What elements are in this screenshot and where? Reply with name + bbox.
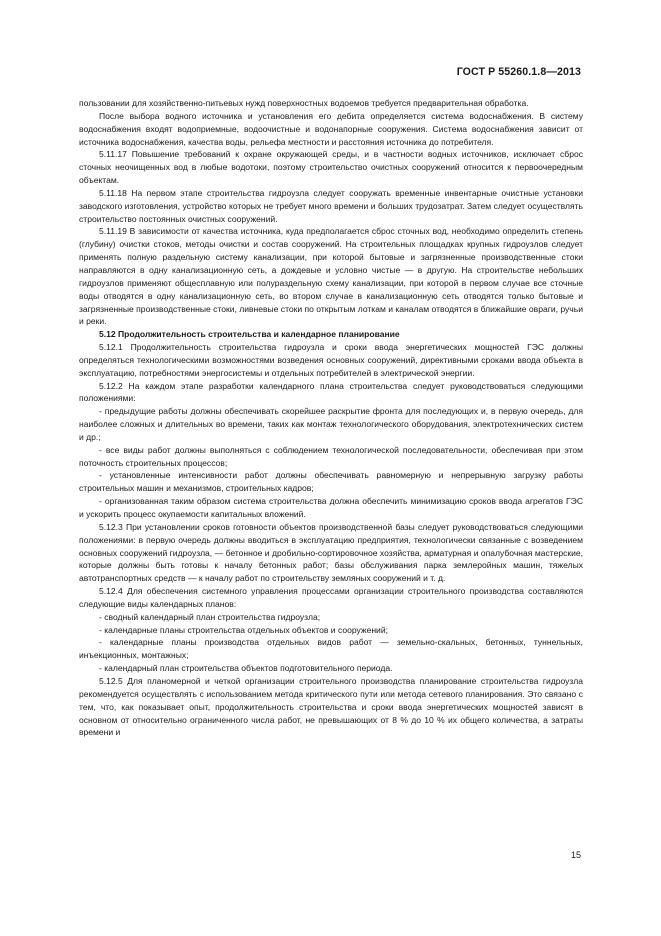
paragraph: 5.12.4 Для обеспечения системного управления процессами организации строительного производства составляются следующие виды календарных планов: <box>79 586 583 609</box>
page-number: 15 <box>570 850 581 860</box>
list-item: - организованная таким образом система строительства должна обеспечить минимизацию сроков ввода агрегатов ГЭС и ускорить процесс окупаемости капитальных вложений. <box>79 496 583 519</box>
list-item: - календарный план строительства объектов подготовительного периода. <box>99 663 393 674</box>
paragraph: 5.11.17 Повышение требований к охране окружающей среды, и в частности водных источников, исключает сброс сточных неочищенных вод в любые водотоки, поэтому строительство очистных сооружений относится к первоочередным объектам. <box>79 149 583 186</box>
paragraph: После выбора водного источника и установления его дебита определяется система водоснабжения. В систему водоснабжения входят водоприемные, водоочистные и водонапорные сооружения. Система водоснабжения зависит от источника водоснабжения, качества воды, рельефа местности и расстояния источника до потребителя. <box>79 110 583 147</box>
paragraph: 5.12.1 Продолжительность строительства гидроузла и сроки ввода энергетических мощностей ГЭС должны определяться технологическими возможностями возведения основных сооружений, директивными сроками ввода объекта в эксплуатацию, потребностями энергосистемы и отдельных потребителей в электрической энергии. <box>79 342 583 378</box>
paragraph: 5.12.5 Для планомерной и четкой организации строительного производства планирование строительства гидроузла рекомендуется осуществлять с использованием метода критического пути или метода сетевого планирования. Это связано с тем, что, как показывает опыт, продолжительность строительства и сроки ввода энергетических мощностей зависят в основном от относительно ограниченного числа работ, не превышающих от 8 % до 10 % их общего количества, а затраты времени и <box>79 675 583 738</box>
list-item: - календарные планы строительства отдельных объектов и сооружений; <box>99 624 388 635</box>
paragraph: пользовании для хозяйственно-питьевых нужд поверхностных водоемов требуется предварительная обработка. <box>79 98 529 108</box>
paragraph: 5.11.18 На первом этапе строительства гидроузла следует сооружать временные инвентарные очистные установки заводского изготовления, устройство которых не требует много времени и больших трудозатрат. Затем следует осуществлять строительство постоянных очистных сооружений. <box>79 187 583 224</box>
list-item: - календарные планы производства отдельных видов работ — земельно-скальных, бетонных, туннельных, инъекционных, монтажных; <box>79 637 583 661</box>
document-body <box>79 97 583 739</box>
paragraph: 5.11.19 В зависимости от качества источника, куда предполагается сброс сточных вод, необходимо определить степень (глубину) очистки стоков, методы очистки и состав сооружений. На строительных площадках крупных гидроузлов следует применять полную раздельную систему канализации, при которой бытовые и загрязненные производственные стоки направляются в одну канализационную сеть, а дождевые и условно чистые — в другую. На строительстве небольших гидроузлов применяют общесплавную или полураздельную схему канализации, при которой в первом случае все сточные воды отводятся в одну канализационную сеть, во втором случае в канализационную сеть отводятся только бытовые и загрязненные производственные стоки, ливневые стоки по открытым лоткам и каналам отводятся в ближайшие овраги, ручьи и реки. <box>79 226 583 327</box>
list-item: - сводный календарный план строительства гидроузла; <box>99 611 321 622</box>
list-item: - предыдущие работы должны обеспечивать скорейшее раскрытие фронта для последующих и, в первую очередь, для наиболее сложных и длительных во времени, таких как монтаж технологического оборудования, электротехнических систем и др.; <box>79 406 583 442</box>
list-item: - установленные интенсивности работ должны обеспечивать равномерную и непрерывную загрузку работы строительных машин и механизмов, строительных кадров; <box>79 470 583 494</box>
list-item: - все виды работ должны выполняться с соблюдением технологической последовательности, обеспечивая при этом поточность строительных процессов; <box>79 444 583 468</box>
paragraph: 5.12.3 При установлении сроков готовности объектов производственной базы следует руководствоваться следующими положениями: в первую очередь должны вводиться в эксплуатацию предприятия, технологически связанные с возведением основных сооружений гидроузла, — бетонное и дробильно-сортировочное хозяйства, арматурная и опалубочная мастерские, которые должны быть готовы к началу бетонных работ; базы обслуживания парка землеройных машин, тяжелых автотранспортных средств — к началу работ по строительству земляных сооружений и т. д. <box>79 521 583 584</box>
section-heading: 5.12 Продолжительность строительства и календарное планирование <box>99 329 400 340</box>
paragraph: 5.12.2 На каждом этапе разработки календарного плана строительства следует руководствоваться следующими положениями: <box>79 380 583 404</box>
document-header: ГОСТ Р 55260.1.8—2013 <box>456 66 581 78</box>
